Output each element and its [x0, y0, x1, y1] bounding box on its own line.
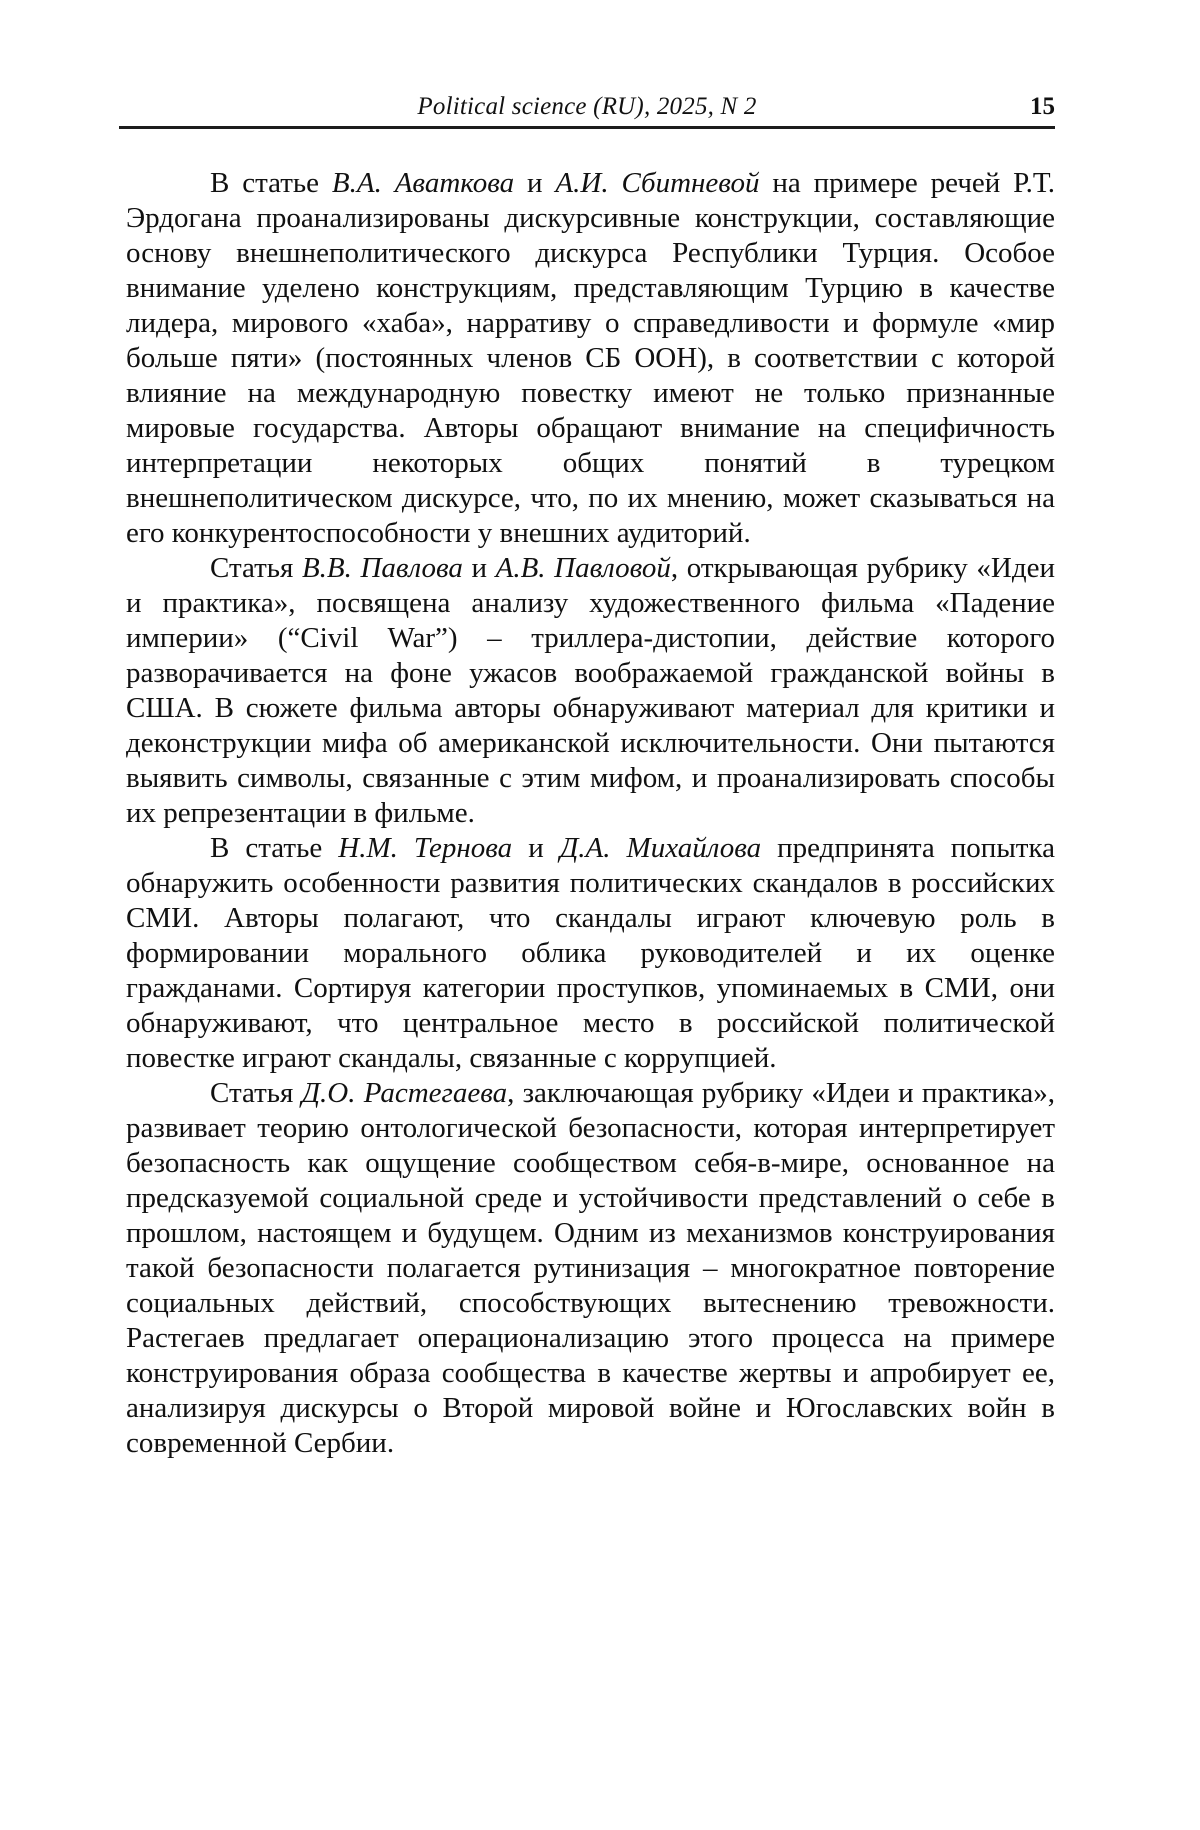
paragraph-2 — [126, 551, 1055, 831]
text-run: и — [462, 552, 496, 584]
page-number: 15 — [1030, 93, 1055, 120]
text-run: В статье — [210, 832, 339, 864]
text-run: предпринята попытка обнаружить особенности развития политических скандалов в российских СМИ. Авторы полагают, что скандалы играют ключевую роль в формировании морального облика руководителей и их оценке гражданами. Сортируя категории проступков, упоминаемых в СМИ, они обнаруживают, что центральное место в российской политической повестке играют скандалы, связанные с коррупцией. — [126, 832, 1055, 1074]
author-name: А.И. Сбитневой — [555, 167, 760, 199]
text-run: Статья — [210, 552, 302, 584]
article-summaries — [126, 166, 1055, 1461]
paragraph-1 — [126, 166, 1055, 551]
running-title: Political science (RU), 2025, N 2 — [417, 93, 757, 120]
author-name: В.А. Аваткова — [331, 167, 515, 199]
paragraph-3 — [126, 831, 1055, 1076]
text-run: , открывающая рубрику «Идеи и практика», посвящена анализу художественного фильма «Падение империи» (“Civil War”) – триллера-дистопии, действие которого разворачивается на фоне ужасов воображаемой гражданской войны в США. В сюжете фильма авторы обнаруживают материал для критики и деконструкции мифа об американской исключительности. Они пытаются выявить символы, связанные с этим мифом, и проанализировать способы их репрезентации в фильме. — [126, 552, 1055, 829]
text-run: Статья — [210, 1077, 302, 1109]
page-header — [119, 93, 1055, 129]
text-run: на примере речей Р.Т. Эрдогана проанализированы дискурсивные конструкции, составляющие основу внешнеполитического дискурса Республики Турция. Особое внимание уделено конструкциям, представляющим Турцию в качестве лидера, мирового «хаба», нарративу о справедливости и формуле «мир больше пяти» (постоянных членов СБ ООН), в соответствии с которой влияние на международную повестку имеют не только признанные мировые государства. Авторы обращают внимание на специфичность интерпретации некоторых общих понятий в турецком внешнеполитическом дискурсе, что, по их мнению, может сказываться на его конкурентоспособности у внешних аудиторий. — [126, 167, 1055, 549]
document-page — [0, 93, 1200, 1461]
author-name: Д.А. Михайлова — [559, 832, 762, 864]
text-run: и — [514, 167, 556, 199]
text-run: , заключающая рубрику «Идеи и практика», развивает теорию онтологической безопасности, которая интерпретирует безопасность как ощущение сообществом себя-в-мире, основанное на предсказуемой социальной среде и устойчивости представлений о себе в прошлом, настоящем и будущем. Одним из механизмов конструирования такой безопасности полагается рутинизация – многократное повторение социальных действий, способствующих вытеснению тревожности. Растегаев предлагает операционализацию этого процесса на примере конструирования образа сообщества в качестве жертвы и апробирует ее, анализируя дискурсы о Второй мировой войне и Югославских войн в современной Сербии. — [126, 1077, 1055, 1459]
author-name: Н.М. Тернова — [338, 832, 513, 864]
text-run: и — [512, 832, 560, 864]
author-name: Д.О. Растегаева — [301, 1077, 508, 1109]
text-run: В статье — [210, 167, 332, 199]
paragraph-4 — [126, 1076, 1055, 1461]
author-name: А.В. Павловой — [495, 552, 671, 584]
author-name: В.В. Павлова — [301, 552, 463, 584]
